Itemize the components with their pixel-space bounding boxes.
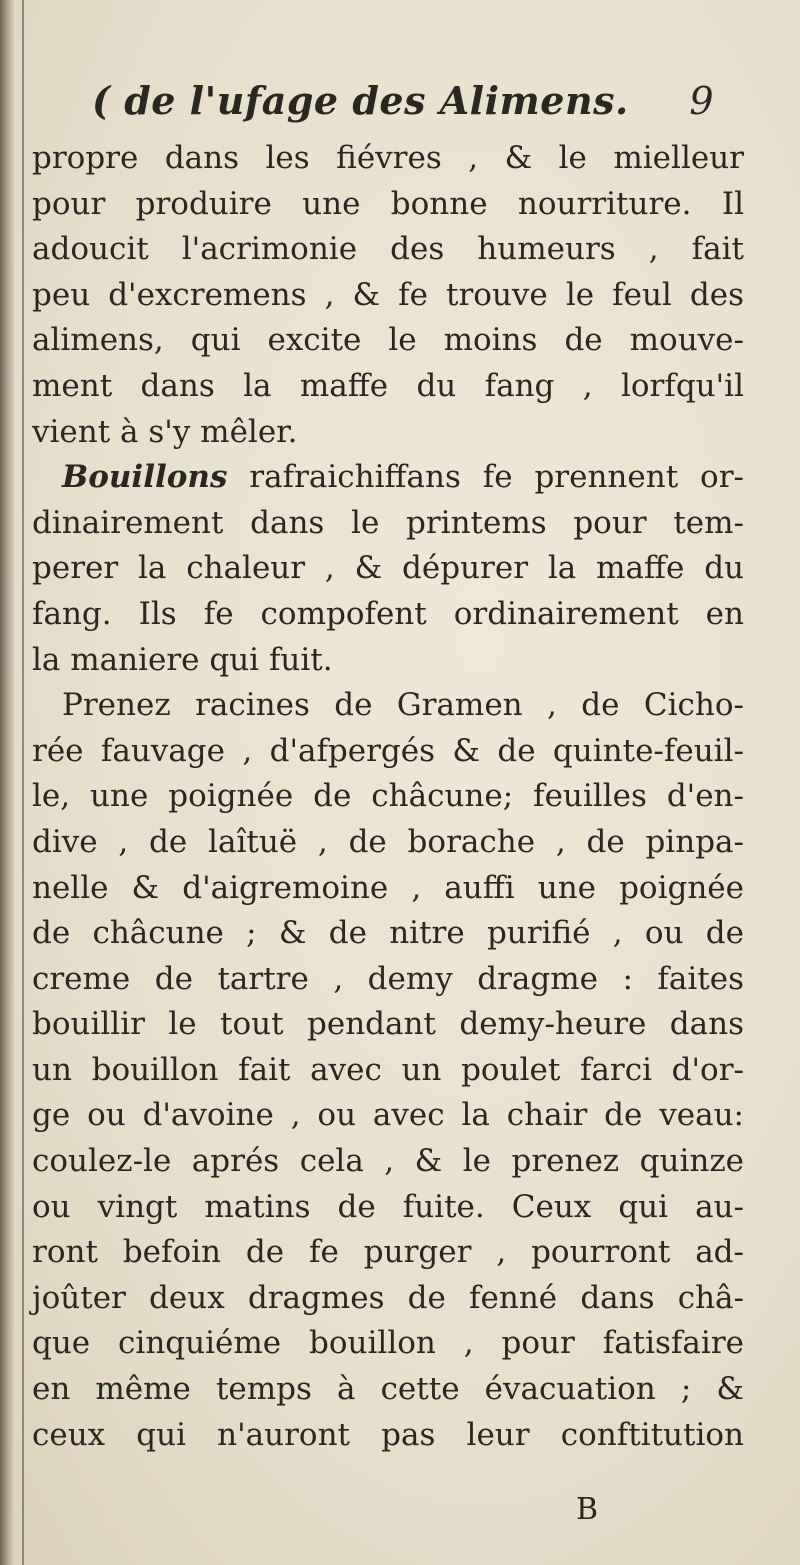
text-line: fang. Ils fe compofent ordinairement en bbox=[32, 595, 744, 632]
text-line bbox=[32, 455, 744, 501]
text-line: ceux qui n'auront pas leur conftitution bbox=[32, 1416, 744, 1453]
text-line: dive , de laîtuë , de borache , de pinpa- bbox=[32, 823, 744, 860]
text-line: alimens, qui excite le moins de mouve- bbox=[32, 322, 744, 359]
text-line: creme de tartre , demy dragme : faites bbox=[32, 960, 744, 997]
signature-mark: B bbox=[576, 1492, 599, 1527]
text-line: le, une poignée de châcune; feuilles d'en- bbox=[32, 778, 744, 815]
text-line: ou vingt matins de fuite. Ceux qui au- bbox=[32, 1188, 744, 1225]
recipe-heading: Bouillons bbox=[62, 459, 228, 496]
text-block bbox=[32, 78, 744, 1458]
text-line: ront befoin de fe purger , pourront ad- bbox=[32, 1234, 744, 1271]
text-line: joûter deux dragmes de fenné dans châ- bbox=[32, 1279, 744, 1316]
page-edge-line bbox=[22, 0, 24, 1565]
text-line: pour produire une bonne nourriture. Il bbox=[32, 185, 744, 222]
text-line: ment dans la maffe du fang , lorfqu'il bbox=[32, 367, 744, 404]
page-number: 9 bbox=[689, 79, 714, 123]
running-title: ( de l'ufage des Alimens. bbox=[92, 78, 629, 123]
text-line: perer la chaleur , & dépurer la maffe du bbox=[32, 550, 744, 587]
paragraph-1 bbox=[32, 136, 744, 455]
text-line: rée fauvage , d'afpergés & de quinte-feuil- bbox=[32, 732, 744, 769]
text-line: peu d'excremens , & fe trouve le feul des bbox=[32, 276, 744, 313]
text-line: adoucit l'acrimonie des humeurs , fait bbox=[32, 231, 744, 268]
book-gutter-shadow bbox=[0, 0, 14, 1565]
paragraph-2 bbox=[32, 455, 744, 683]
text-line: nelle & d'aigremoine , auffi une poignée bbox=[32, 869, 744, 906]
text-line: dinairement dans le printems pour tem- bbox=[32, 504, 744, 541]
text-line: bouillir le tout pendant demy-heure dans bbox=[32, 1006, 744, 1043]
text-line: vient à s'y mêler. bbox=[32, 413, 298, 450]
running-head bbox=[32, 78, 744, 136]
text-line: un bouillon fait avec un poulet farci d'or- bbox=[32, 1051, 744, 1088]
paragraph-3 bbox=[32, 683, 744, 1458]
text-line-rest: rafraichiffans fe prennent or- bbox=[227, 459, 744, 496]
text-line: en même temps à cette évacuation ; & bbox=[32, 1371, 744, 1408]
text-line: que cinquiéme bouillon , pour fatisfaire bbox=[32, 1325, 744, 1362]
text-line: ge ou d'avoine , ou avec la chair de veau: bbox=[32, 1097, 744, 1134]
text-line: la maniere qui fuit. bbox=[32, 641, 333, 678]
text-line: Prenez racines de Gramen , de Cicho- bbox=[62, 687, 744, 724]
text-line: coulez-le aprés cela , & le prenez quinze bbox=[32, 1143, 744, 1180]
text-line: propre dans les fiévres , & le mielleur bbox=[32, 140, 744, 176]
text-line: de châcune ; & de nitre purifié , ou de bbox=[32, 915, 744, 952]
